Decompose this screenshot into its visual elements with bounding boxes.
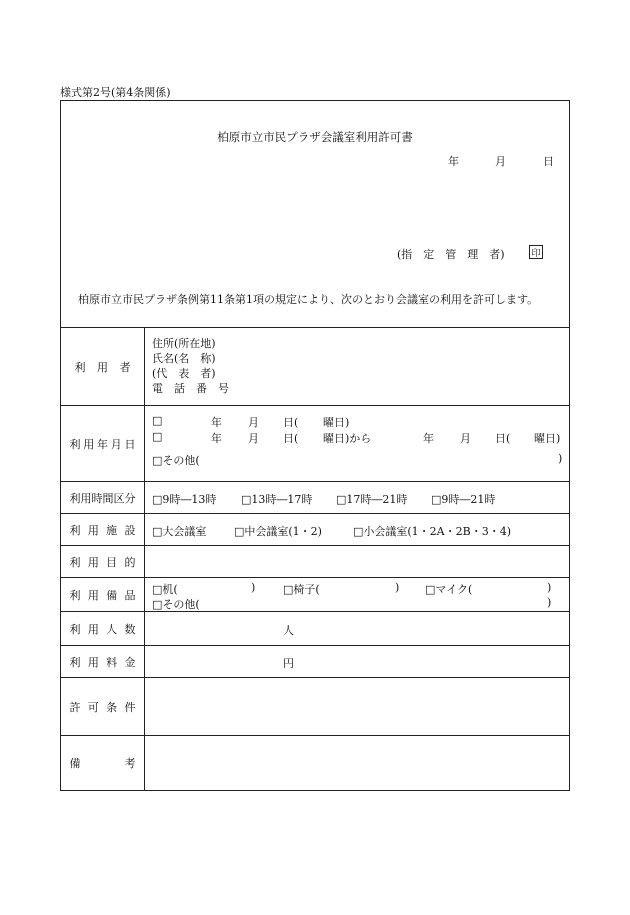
issue-day-label: 日 [543,155,554,168]
user-name-label: 氏名(名 称) [152,352,216,365]
date1-checkbox[interactable]: □ [152,414,163,427]
row-fee [61,645,569,677]
row-people [61,611,569,645]
label-people: 利用人数 [69,622,136,636]
row-facility [61,513,569,545]
user-representative-label: (代 表 者) [152,367,216,380]
user-phone-label: 電 話 番 号 [152,382,229,395]
document-title: 柏原市立市民プラザ会議室利用許可書 [217,130,413,144]
permission-statement: 柏原市立市民プラザ条例第11条第1項の規定により、次のとおり会議室の利用を許可します。 [78,293,539,306]
designated-manager: (指 定 管 理 者) [397,248,505,261]
time-option-9-21[interactable]: □9時―21時 [431,493,496,506]
seal-mark: 印 [529,245,543,259]
row-equipment: 利用備品 □机( ) □椅子( ) □マイク( ) □その他( ) [61,577,569,611]
people-unit: 人 [283,624,294,637]
label-equipment: 利用備品 [69,588,136,602]
date-other-checkbox[interactable]: □その他( [152,454,200,467]
user-fields [152,336,229,396]
label-conditions: 許可条件 [69,700,136,714]
user-address-label: 住所(所在地) [152,337,216,350]
time-option-9-13[interactable]: □9時―13時 [152,493,217,506]
issue-month-label: 月 [495,155,506,168]
label-user: 利用者 [74,360,131,374]
issue-year-label: 年 [448,155,459,168]
row-conditions [61,677,569,735]
time-option-17-21[interactable]: □17時―21時 [336,493,408,506]
label-facility: 利用施設 [69,523,136,537]
time-option-13-17[interactable]: □13時―17時 [241,493,313,506]
label-remarks: 備考 [69,757,136,770]
label-date: 利用年月日 [69,437,136,451]
row-user [61,327,569,405]
label-purpose: 利用目的 [69,555,136,569]
row-date: 利用年月日 □ 年 月 日( 曜日) □ 年 月 日( 曜日)から 年 月 日( 曜日) □その他( ) [61,405,569,481]
equipment-chair[interactable]: □椅子( [283,583,320,596]
equipment-mic[interactable]: □マイク( [425,583,473,596]
facility-medium-room[interactable]: □中会議室(1・2) [234,525,322,538]
date2-checkbox[interactable]: □ [152,430,163,443]
form-code: 様式第2号(第4条関係) [60,86,171,99]
row-remarks [61,735,569,790]
row-time [61,481,569,513]
equipment-desk[interactable]: □机( [152,583,178,596]
permit-form [60,100,570,791]
facility-large-room[interactable]: □大会議室 [152,525,207,538]
row-purpose [61,545,569,577]
facility-small-room[interactable]: □小会議室(1・2A・2B・3・4) [353,525,511,538]
label-time: 利用時間区分 [69,491,136,505]
fee-unit: 円 [283,657,294,670]
form-header [61,101,569,327]
equipment-other[interactable]: □その他( [152,598,200,611]
label-fee: 利用料金 [69,655,136,669]
